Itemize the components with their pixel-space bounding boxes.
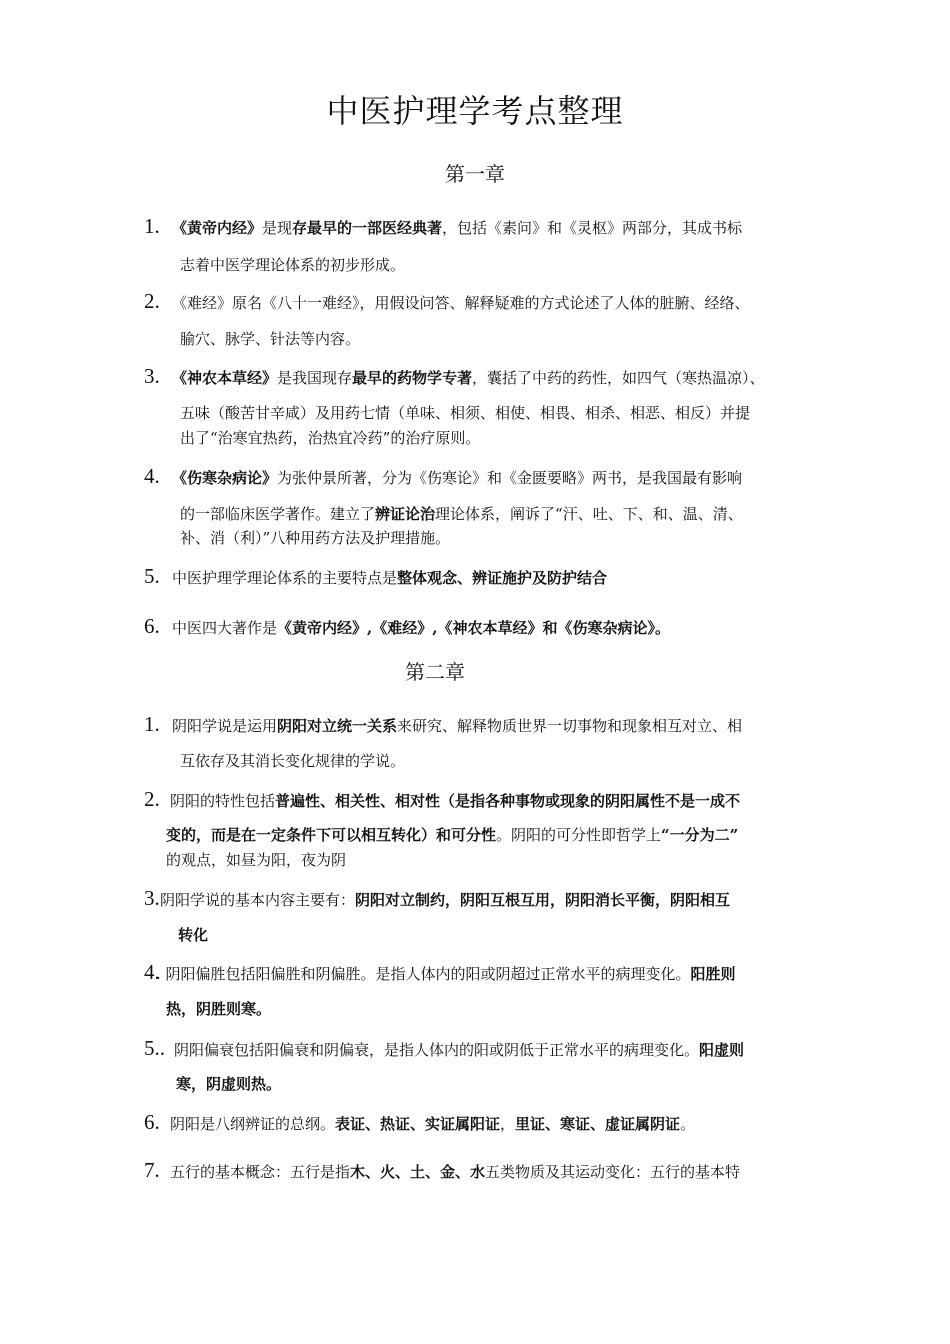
text: 阴阳是八纲辨证的总纲。 xyxy=(170,1115,336,1133)
item-text-line-2 xyxy=(166,825,738,845)
item-text-line-3: 的观点，如昼为阳，夜为阴 xyxy=(166,851,347,869)
item-text-line-2: 五味（酸苦甘辛咸）及用药七情（单味、相须、相使、相畏、相杀、相恶、相反）并提 xyxy=(180,404,751,422)
bold-text: 阳虚则 xyxy=(699,1041,745,1059)
item-number: 5.. xyxy=(144,1036,165,1060)
text: 。阴阳的可分性即哲学上 xyxy=(496,826,662,844)
item-number: 5. xyxy=(144,564,160,588)
item-text-line-1 xyxy=(160,890,730,910)
item-number: 1. xyxy=(144,214,160,238)
text: 是现 xyxy=(262,219,293,237)
text: 五类物质及其运动变化：五行的基本特 xyxy=(485,1163,741,1181)
item-text-line-1 xyxy=(170,1114,695,1134)
item-text-line-2 xyxy=(166,999,271,1019)
item-number: 6. xyxy=(144,1110,160,1134)
item-text-line-1 xyxy=(156,964,736,984)
text: 阴阳的特性包括 xyxy=(170,792,276,810)
item-text-line-1 xyxy=(174,1040,744,1060)
item-text-line-3: 补、消（利）”八种用药方法及护理措施。 xyxy=(180,529,451,547)
text: 中医护理学理论体系的主要特点是 xyxy=(172,569,398,587)
item-text-line-1: 《难经》原名《八十一难经》，用假设问答、解释疑难的方式论述了人体的脏腑、经络、 xyxy=(172,294,750,312)
bold-text: 辨证论治 xyxy=(375,505,436,523)
item-number: 4. xyxy=(144,960,160,984)
item-number: 3. xyxy=(144,364,160,388)
item-number: 3. xyxy=(144,886,160,910)
bold-text: 最早的药物学专著 xyxy=(352,369,473,387)
text: ，囊括了中药的药性，如四气（寒热温凉）、 xyxy=(472,369,765,387)
item-number: 1. xyxy=(144,712,160,736)
bold-text: 《伤寒杂病论》 xyxy=(172,469,278,487)
text: 为张仲景所著，分为《伤寒论》和《金匮要略》两书，是我国最有影响 xyxy=(277,469,743,487)
item-text-line-1 xyxy=(172,618,670,638)
item-number: 2. xyxy=(144,289,160,313)
chapter-2-heading: 第二章 xyxy=(405,660,465,684)
bold-text: 《黄帝内经》,《难经》,《神农本草经》和《伤寒杂病论》。 xyxy=(277,619,670,637)
item-text-line-2 xyxy=(176,1074,281,1094)
bold-text: 《黄帝内经》 xyxy=(172,219,263,237)
text: 来研究、解释物质世界一切事物和现象相互对立、相 xyxy=(397,717,743,735)
text: ，包括《素问》和《灵枢》两部分，其成书标 xyxy=(442,219,743,237)
text: ， xyxy=(500,1115,516,1133)
item-number: 6. xyxy=(144,614,160,638)
text: 阴阳学说的基本内容主要有： xyxy=(160,891,356,909)
bold-text: 阳胜则 xyxy=(690,965,736,983)
bold-text: 存最早的一部医经典著 xyxy=(292,219,443,237)
item-text-line-1 xyxy=(172,368,765,388)
bold-text: 寒，阴虚则热。 xyxy=(176,1075,282,1093)
text: 是我国现存 xyxy=(277,369,353,387)
item-text-line-1 xyxy=(170,1162,740,1182)
bold-text: “一分为二” xyxy=(661,826,739,844)
text: 的一部临床医学著作。建立了 xyxy=(180,505,376,523)
text: . 阴阳偏胜包括阳偏胜和阴偏胜。是指人体内的阳或阴超过正常水平的病理变化。 xyxy=(156,965,691,983)
item-number: 4. xyxy=(144,464,160,488)
text: 阴阳偏衰包括阳偏衰和阴偏衰，是指人体内的阳或阴低于正常水平的病理变化。 xyxy=(174,1041,700,1059)
item-text-line-1 xyxy=(170,791,740,811)
item-text-line-2: 互依存及其消长变化规律的学说。 xyxy=(180,752,406,770)
item-text-line-2 xyxy=(178,925,208,945)
bold-text: 普遍性、相关性、相对性（是指各种事物或现象的阴阳属性不是一成不 xyxy=(275,792,741,810)
bold-text: 变的，而是在一定条件下可以相互转化）和可分性 xyxy=(166,826,497,844)
item-number: 2. xyxy=(144,787,160,811)
text: 五行的基本概念：五行是指 xyxy=(170,1163,351,1181)
item-number: 7. xyxy=(144,1158,160,1182)
item-text-line-2: 腧穴、脉学、针法等内容。 xyxy=(180,330,361,348)
text: 理论体系，阐诉了“汗、吐、下、和、温、清、 xyxy=(435,505,743,523)
bold-text: 热，阴胜则寒。 xyxy=(166,1000,272,1018)
bold-text: 木、火、土、金、水 xyxy=(350,1163,486,1181)
item-text-line-2 xyxy=(180,504,743,524)
bold-text: 阴阳对立制约，阴阳互根互用，阴阳消长平衡，阴阳相互 xyxy=(355,891,731,909)
document-title: 中医护理学考点整理 xyxy=(326,92,624,130)
bold-text: 表证、热证、实证属阳证 xyxy=(335,1115,501,1133)
item-text-line-3: 出了“治寒宜热药，治热宜冷药”的治疗原则。 xyxy=(180,429,481,447)
item-text-line-1 xyxy=(172,716,742,736)
item-text-line-1 xyxy=(172,568,607,588)
text: 阴阳学说是运用 xyxy=(172,717,278,735)
item-text-line-1 xyxy=(172,468,742,488)
bold-text: 里证、寒证、虚证属阴证 xyxy=(515,1115,681,1133)
item-text-line-1 xyxy=(172,218,742,238)
text: 。 xyxy=(680,1115,696,1133)
chapter-1-heading: 第一章 xyxy=(445,162,505,186)
bold-text: 《神农本草经》 xyxy=(172,369,278,387)
item-text-line-2: 志着中医学理论体系的初步形成。 xyxy=(180,256,406,274)
bold-text: 整体观念、辨证施护及防护结合 xyxy=(397,569,608,587)
text: 中医四大著作是 xyxy=(172,619,278,637)
bold-text: 转化 xyxy=(178,926,209,944)
bold-text: 阴阳对立统一关系 xyxy=(277,717,398,735)
